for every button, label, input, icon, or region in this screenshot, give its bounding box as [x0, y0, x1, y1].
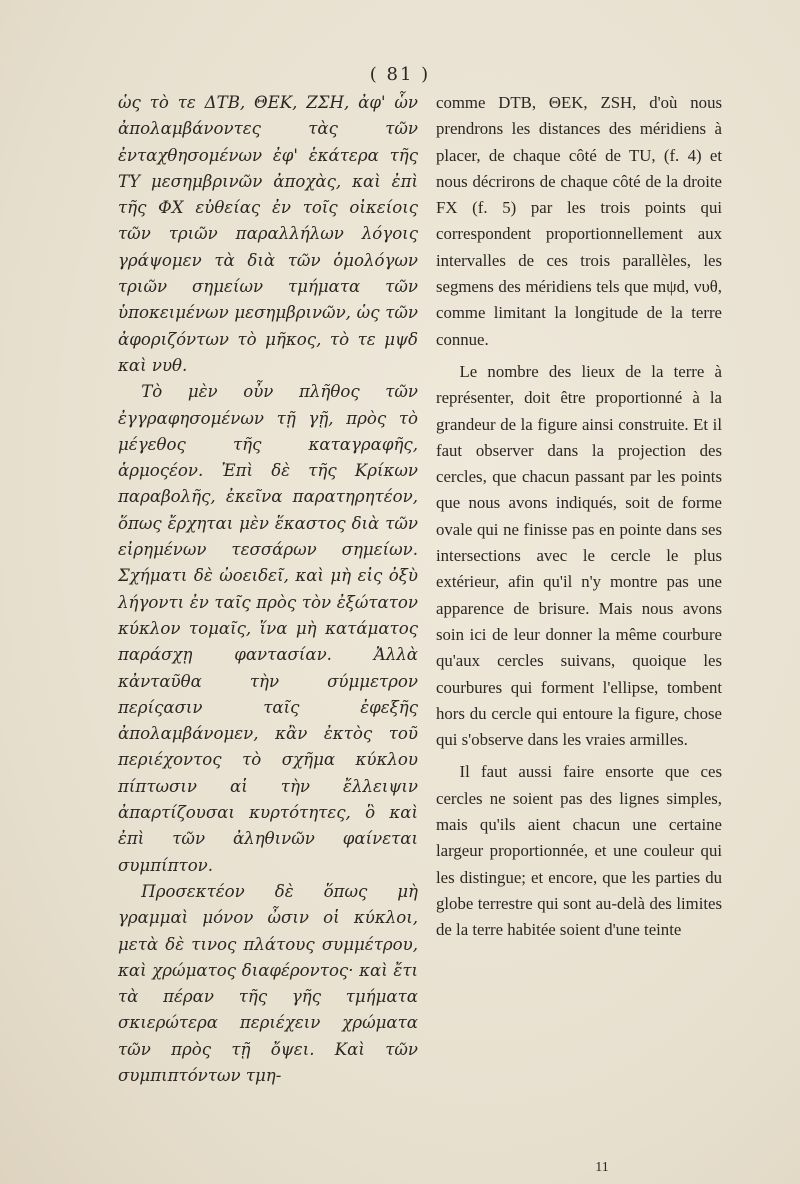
french-paragraph-3: Il faut aussi faire ensorte que ces cercles ne soient pas des lignes simples, mais qu'ils aient chacun une certaine largeur proportionnée, et une couleur qui les distingue; et encore, que les parties du globe terrestre qui sont au-delà des limites de la terre habitée soient d'une teinte: [436, 762, 722, 940]
french-paragraph-1: comme DTB, ΘEK, ZSH, d'où nous prendrons les distances des méridiens à placer, de chaque côté de TU, (f. 4) et nous décrirons de chaque côté de la droite FX (f. 5) par les trois points qui correspondent proportionnellement aux intervalles de ces trois parallèles, les segmens des méridiens tels que mψd, νυθ, comme limitant la longitude de la terre connue.: [436, 93, 722, 349]
greek-paragraph-1: ὡς τὸ τε ΔΤΒ, ΘΕΚ, ΖΣΗ, ἀφ' ὧν ἀπολαμβάνοντες τὰς τῶν ἐνταχθησομένων ἐφ' ἑκάτερα τῆς ΤΥ μεσημβρινῶν ἀποχὰς, καὶ ἐπὶ τῆς ΦΧ εὐθείας ἐν τοῖς οἰκείοις τῶν τριῶν παραλλήλων λόγοις γράψομεν τὰ διὰ τῶν ὁμολόγων τριῶν σημείων τμήματα τῶν ὑποκειμένων μεσημβρινῶν, ὡς τῶν ἀφοριζόντων τὸ μῆκος, τὸ τε μψδ καὶ νυθ.: [118, 93, 418, 375]
page-number: ( 81 ): [369, 64, 431, 85]
signature-mark: 11: [595, 1160, 609, 1175]
greek-paragraph-2: Τὸ μὲν οὖν πλῆθος τῶν ἐγγραφησομένων τῇ γῇ, πρὸς τὸ μέγεθος τῆς καταγραφῆς, ἁρμοςέον. Ἐπὶ δὲ τῆς Κρίκων παραβολῆς, ἐκεῖνα παρατηρητέον, ὅπως ἔρχηται μὲν ἕκαστος διὰ τῶν εἰρημένων τεσσάρων σημείων. Σχήματι δὲ ὠοειδεῖ, καὶ μὴ εἰς ὀξὺ λήγοντι ἐν ταῖς πρὸς τὸν ἐξώτατον κύκλον τομαῖς, ἵνα μὴ κατάματος παράσχῃ φαντασίαν. Ἀλλὰ κἀνταῦθα τὴν σύμμετρον περίςασιν ταῖς ἐφεξῆς ἀπολαμβάνομεν, κἂν ἐκτὸς τοῦ περιέχοντος τὸ σχῆμα κύκλου πίπτωσιν αἱ τὴν ἔλλειψιν ἀπαρτίζουσαι κυρτότητες, ὃ καὶ ἐπὶ τῶν ἀληθινῶν φαίνεται συμπίπτον.: [118, 382, 418, 875]
greek-column: [118, 90, 418, 1089]
french-column: [436, 90, 722, 944]
greek-paragraph-3: Προσεκτέον δὲ ὅπως μὴ γραμμαὶ μόνον ὦσιν οἱ κύκλοι, μετὰ δὲ τινος πλάτους συμμέτρου, καὶ χρώματος διαφέροντος· καὶ ἔτι τὰ πέραν τῆς γῆς τμήματα σκιερώτερα περιέχειν χρώματα τῶν πρὸς τῇ ὄψει. Καὶ τῶν συμπιπτόντων τμη-: [118, 881, 418, 1085]
french-paragraph-2: Le nombre des lieux de la terre à représenter, doit être proportionné à la grandeur de la figure ainsi construite. Et il faut observer dans la projection des cercles, que chacun passant par les points que nous avons indiqués, soit de forme ovale qui ne finisse pas en pointe dans ses intersections avec le cercle le plus extérieur, afin qu'il n'y montre pas une apparence de brisure. Mais nous avons soin ici de leur donner la même courbure qu'aux cercles suivans, quoique les courbures qui forment l'ellipse, tombent hors du cercle qui entoure la figure, chose qui s'observe dans les vraies armilles.: [436, 361, 722, 750]
